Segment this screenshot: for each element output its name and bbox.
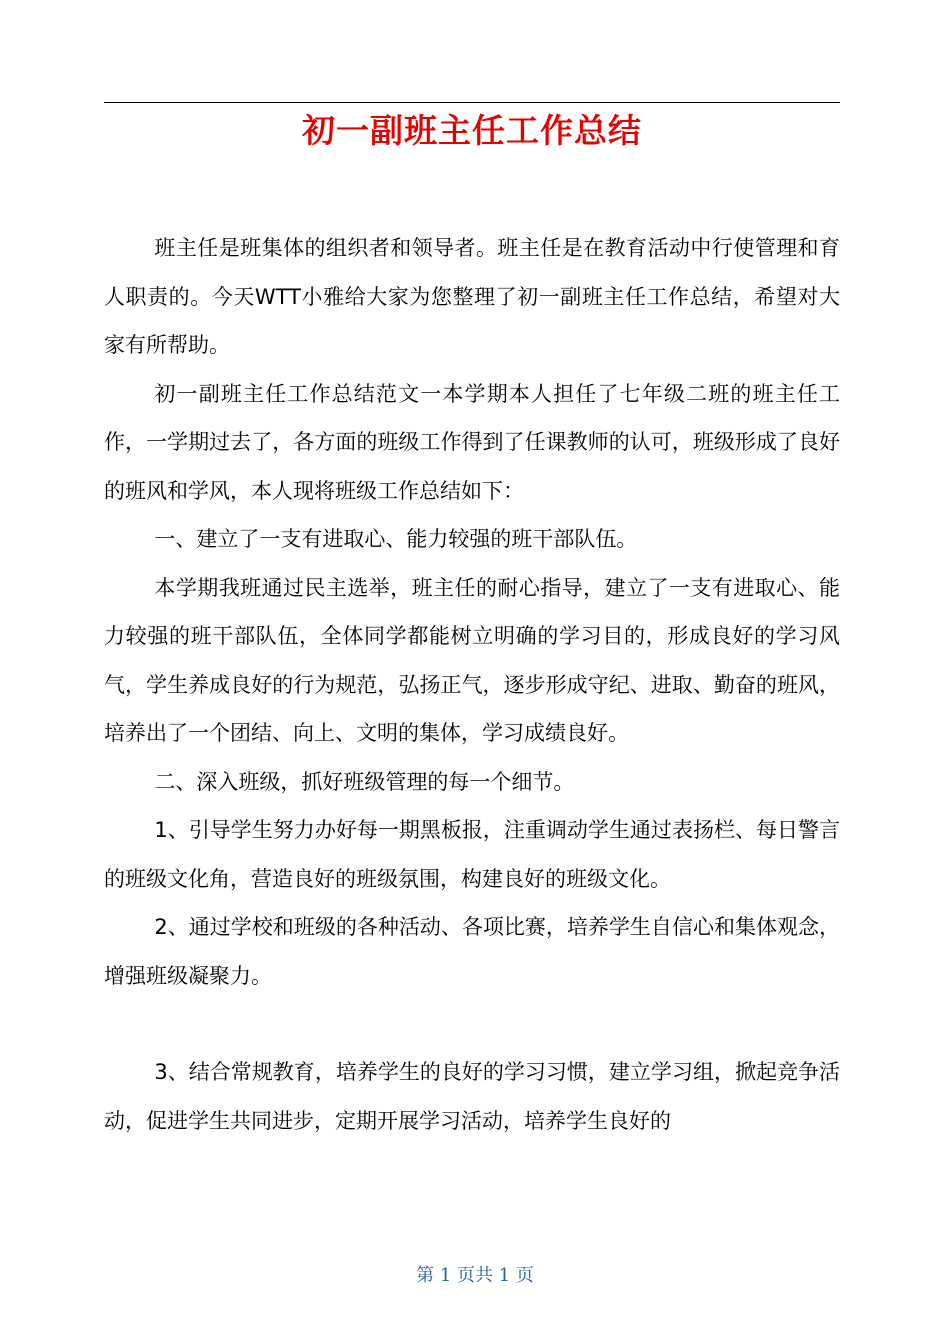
paragraph-section-1: 本学期我班通过民主选举，班主任的耐心指导，建立了一支有进取心、能力较强的班干部队伍，全体同学都能树立明确的学习目的，形成良好的学习风气，学生养成良好的行为规范，弘扬正气，逐步形成守纪、进取、勤奋的班风，培养出了一个团结、向上、文明的集体，学习成绩良好。 (104, 575, 840, 745)
header-rule (104, 102, 840, 103)
section-heading-2: 二、深入班级，抓好班级管理的每一个细节。 (154, 769, 575, 794)
list-item-2: 2、通过学校和班级的各种活动、各项比赛，培养学生自信心和集体观念，增强班级凝聚力。 (104, 915, 840, 988)
list-item-3: 3、结合常规教育，培养学生的良好的学习习惯，建立学习组，掀起竞争活动，促进学生共同进步，定期开展学习活动，培养学生良好的 (104, 1060, 840, 1133)
section-heading-1: 一、建立了一支有进取心、能力较强的班干部队伍。 (154, 527, 638, 551)
paragraph-overview: 初一副班主任工作总结范文一本学期本人担任了七年级二班的班主任工作，一学期过去了，各方面的班级工作得到了任课教师的认可，班级形成了良好的班风和学风，本人现将班级工作总结如下： (104, 381, 840, 503)
page-number-footer: 第 1 页共 1 页 (416, 1265, 534, 1286)
list-item-1: 1、引导学生努力办好每一期黑板报，注重调动学生通过表扬栏、每日警言的班级文化角，营造良好的班级氛围，构建良好的班级文化。 (104, 818, 840, 891)
document-title: 初一副班主任工作总结 (302, 111, 642, 150)
paragraph-intro: 班主任是班集体的组织者和领导者。班主任是在教育活动中行使管理和育人职责的。今天WTT小雅给大家为您整理了初一副班主任工作总结，希望对大家有所帮助。 (104, 236, 840, 357)
document-body (104, 224, 840, 1145)
